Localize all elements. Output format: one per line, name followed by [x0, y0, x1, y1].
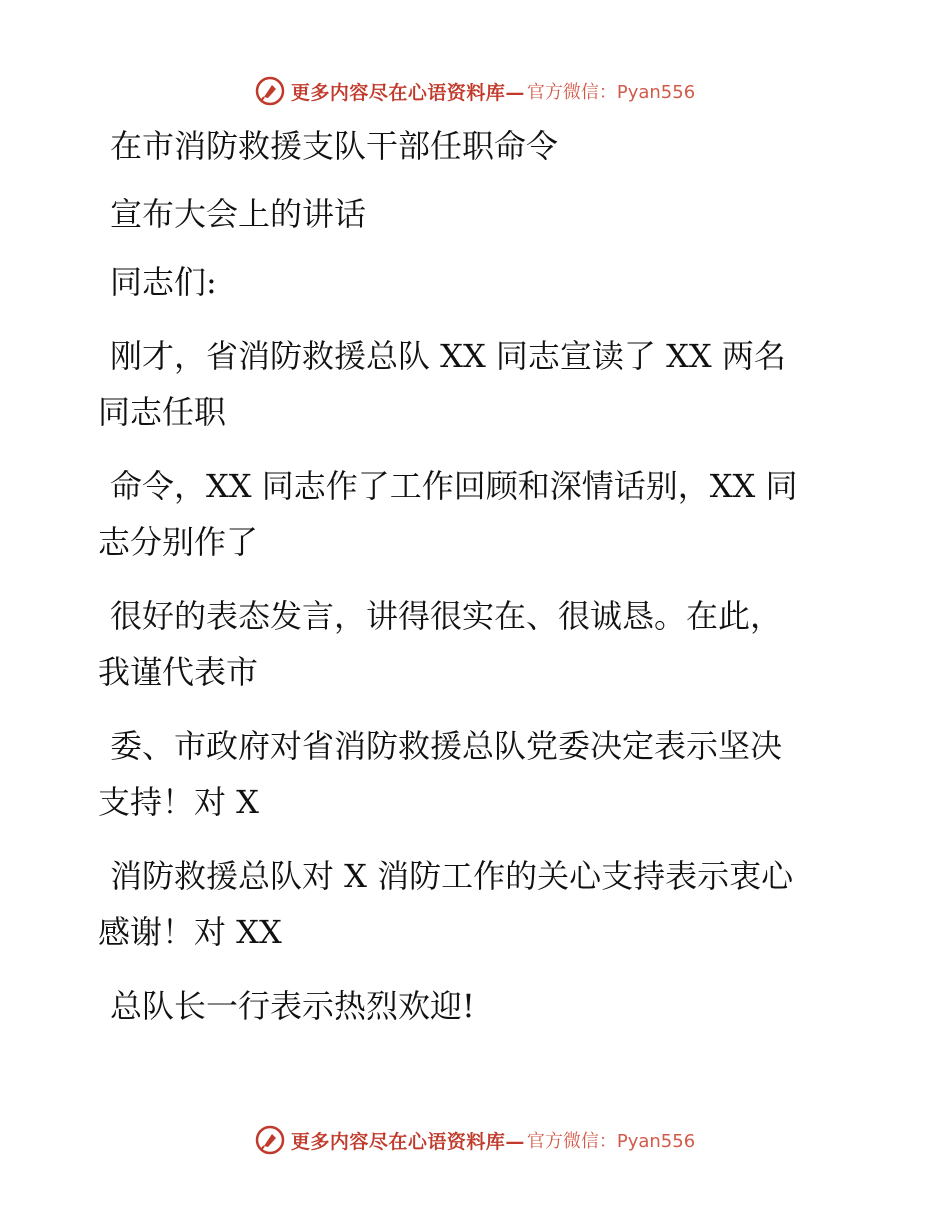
body-line: 支持！对 X [98, 783, 259, 821]
body-line: 委、市政府对省消防救援总队党委决定表示坚决 [110, 727, 783, 765]
document-body [98, 118, 838, 1034]
body-line: 总队长一行表示热烈欢迎! [110, 987, 475, 1025]
body-line: 很好的表态发言，讲得很实在、很诚恳。在此， [110, 597, 783, 635]
title-line-2: 宣布大会上的讲话 [110, 195, 367, 233]
body-line: 我谨代表市 [98, 653, 259, 691]
salutation: 同志们: [110, 263, 217, 301]
pen-nib-logo-icon [255, 76, 285, 106]
body-line: 消防救援总队对 X 消防工作的关心支持表示衷心 [110, 857, 794, 895]
watermark-wechat: 官方微信：Pyan556 [526, 82, 696, 103]
watermark-text: 更多内容尽在心语资料库— [290, 81, 525, 104]
footer-watermark [0, 1120, 950, 1160]
pen-nib-logo-icon [255, 1125, 285, 1155]
watermark-wechat: 官方微信：Pyan556 [526, 1131, 696, 1152]
body-line: 感谢！对 XX [98, 913, 282, 951]
body-line: 命令，XX 同志作了工作回顾和深情话别，XX 同 [110, 467, 798, 505]
header-watermark [0, 71, 950, 111]
body-line: 志分别作了 [98, 523, 259, 561]
body-line: 同志任职 [98, 393, 227, 431]
title-line-1: 在市消防救援支队干部任职命令 [110, 127, 559, 165]
watermark-text: 更多内容尽在心语资料库— [290, 1130, 525, 1153]
body-line: 刚才，省消防救援总队 XX 同志宣读了 XX 两名 [110, 337, 786, 375]
